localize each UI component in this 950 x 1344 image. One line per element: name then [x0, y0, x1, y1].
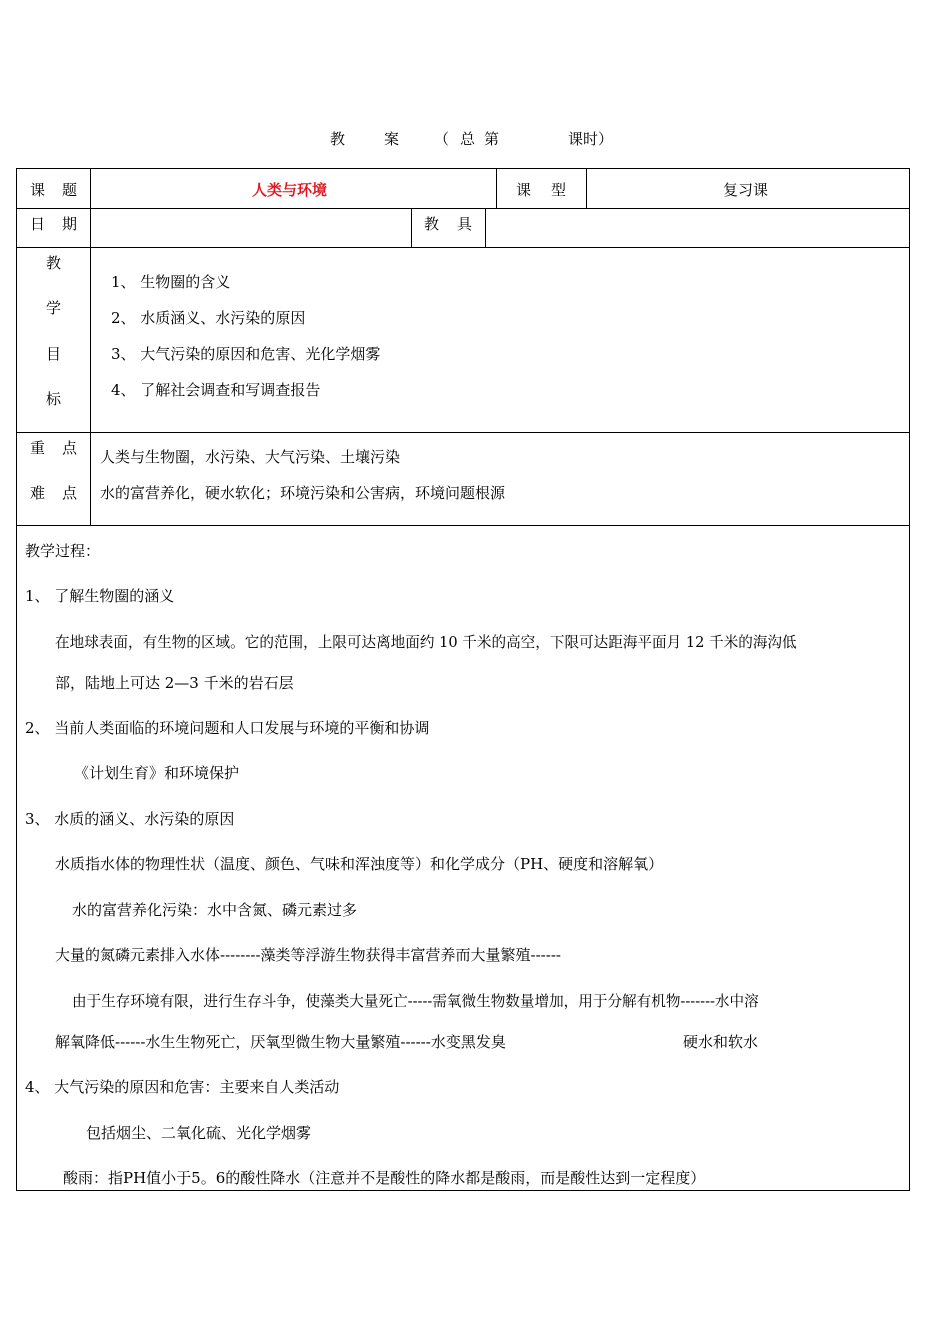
objectives-label-2: 学 — [46, 299, 62, 317]
table-rule-row2 — [16, 247, 910, 248]
header-total-wrap — [460, 128, 475, 149]
objectives-label-4: 标 — [46, 390, 62, 408]
header-di-wrap — [484, 128, 499, 149]
nandian-label-a: 难 — [30, 484, 46, 502]
table-col-row2-a — [411, 208, 412, 248]
objective-item-4: 4、 了解社会调查和写调查报告 — [111, 381, 321, 399]
table-rule-objectives — [16, 432, 910, 433]
header-keshi-wrap — [568, 128, 613, 149]
objective-item-2: 2、 水质涵义、水污染的原因 — [111, 309, 306, 327]
table-rule-row1 — [16, 208, 910, 209]
process-line-13: 4、 大气污染的原因和危害：主要来自人类活动 — [25, 1078, 340, 1096]
process-line-5: 《计划生育》和环境保护 — [74, 764, 240, 782]
objective-item-3: 3、 大气污染的原因和危害、光化学烟雾 — [111, 345, 381, 363]
process-line-6: 3、 水质的涵义、水污染的原因 — [25, 810, 235, 828]
nandian-label-b-wrap — [62, 482, 77, 503]
header-title-char1: 教 — [330, 130, 346, 148]
process-line-1: 1、 了解生物圈的涵义 — [25, 587, 175, 605]
zhongdian-label-b-wrap — [62, 437, 77, 458]
header-total: 总 — [460, 130, 476, 148]
process-line-3: 部，陆地上可达 2—3 千米的岩石层 — [55, 674, 294, 692]
process-line-8: 水的富营养化污染：水中含氮、磷元素过多 — [72, 901, 358, 919]
nandian-text: 水的富营养化，硬水软化；环境污染和公害病，环境问题根源 — [100, 484, 506, 502]
header-keshi: 课时） — [568, 130, 614, 148]
table-col-row1-a — [496, 168, 497, 208]
table-border-top — [16, 168, 910, 169]
table-border-bottom — [16, 1190, 910, 1191]
zhongdian-text: 人类与生物圈，水污染、大气污染、土壤污染 — [100, 448, 401, 466]
date-label-b: 期 — [62, 215, 78, 233]
topic-value: 人类与环境 — [252, 181, 328, 199]
process-line-11: 解氧降低------水生生物死亡，厌氧型微生物大量繁殖------水变黑发臭 — [55, 1033, 506, 1051]
process-line-15: 酸雨：指PH值小于5。6的酸性降水（注意并不是酸性的降水都是酸雨，而是酸性达到一定程度） — [63, 1169, 706, 1187]
objectives-label-3: 目 — [46, 345, 62, 363]
table-rule-keypoints — [16, 525, 910, 526]
topic-label-a: 课 — [30, 181, 46, 199]
table-border-left — [16, 168, 17, 1191]
tool-label-b: 具 — [457, 215, 473, 233]
process-line-14: 包括烟尘、二氧化硫、光化学烟雾 — [86, 1124, 312, 1142]
table-col-row2-b — [485, 208, 486, 248]
process-line-12: 硬水和软水 — [683, 1033, 759, 1051]
topic-label-b-wrap — [62, 179, 77, 200]
tool-label-a: 教 — [424, 215, 440, 233]
topic-label-b: 题 — [62, 181, 78, 199]
header-di: 第 — [484, 130, 500, 148]
table-col-label — [90, 168, 91, 526]
process-heading: 教学过程： — [25, 542, 101, 560]
tool-label-b-wrap — [457, 213, 472, 234]
header-paren-wrap — [434, 128, 449, 149]
type-label-b: 型 — [551, 181, 567, 199]
objective-item-1: 1、 生物圈的含义 — [111, 273, 231, 291]
date-label-a: 日 — [30, 215, 46, 233]
document-header — [330, 128, 345, 149]
type-value: 复习课 — [723, 181, 769, 199]
type-label-a-wrap — [516, 179, 531, 200]
zhongdian-label-a: 重 — [30, 439, 46, 457]
process-line-2: 在地球表面，有生物的区域。它的范围，上限可达离地面约 10 千米的高空，下限可达距海平面月 12 千米的海沟低 — [55, 634, 797, 651]
nandian-label-b: 点 — [62, 484, 78, 502]
date-label-b-wrap — [62, 213, 77, 234]
nandian-label-a-wrap — [30, 482, 45, 503]
table-col-row1-b — [586, 168, 587, 208]
zhongdian-label-b: 点 — [62, 439, 78, 457]
type-label-a: 课 — [516, 181, 532, 199]
header-paren-open: （ — [434, 130, 450, 148]
process-line-9: 大量的氮磷元素排入水体--------藻类等浮游生物获得丰富营养而大量繁殖------ — [55, 946, 561, 964]
header-title-char2-wrap — [384, 128, 399, 149]
objectives-label-1: 教 — [46, 254, 62, 272]
zhongdian-label-a-wrap — [30, 437, 45, 458]
type-label-b-wrap — [551, 179, 566, 200]
process-line-4: 2、 当前人类面临的环境问题和人口发展与环境的平衡和协调 — [25, 719, 430, 737]
topic-label — [30, 179, 45, 200]
process-line-10: 由于生存环境有限，进行生存斗争，使藻类大量死亡-----需氧微生物数量增加，用于分解有机物-------水中溶 — [72, 993, 759, 1010]
date-label-a-wrap — [30, 213, 45, 234]
table-border-right — [909, 168, 910, 1191]
header-title-char2: 案 — [384, 130, 400, 148]
tool-label-a-wrap — [424, 213, 439, 234]
process-line-7: 水质指水体的物理性状（温度、颜色、气味和浑浊度等）和化学成分（PH、硬度和溶解氧） — [55, 855, 664, 873]
